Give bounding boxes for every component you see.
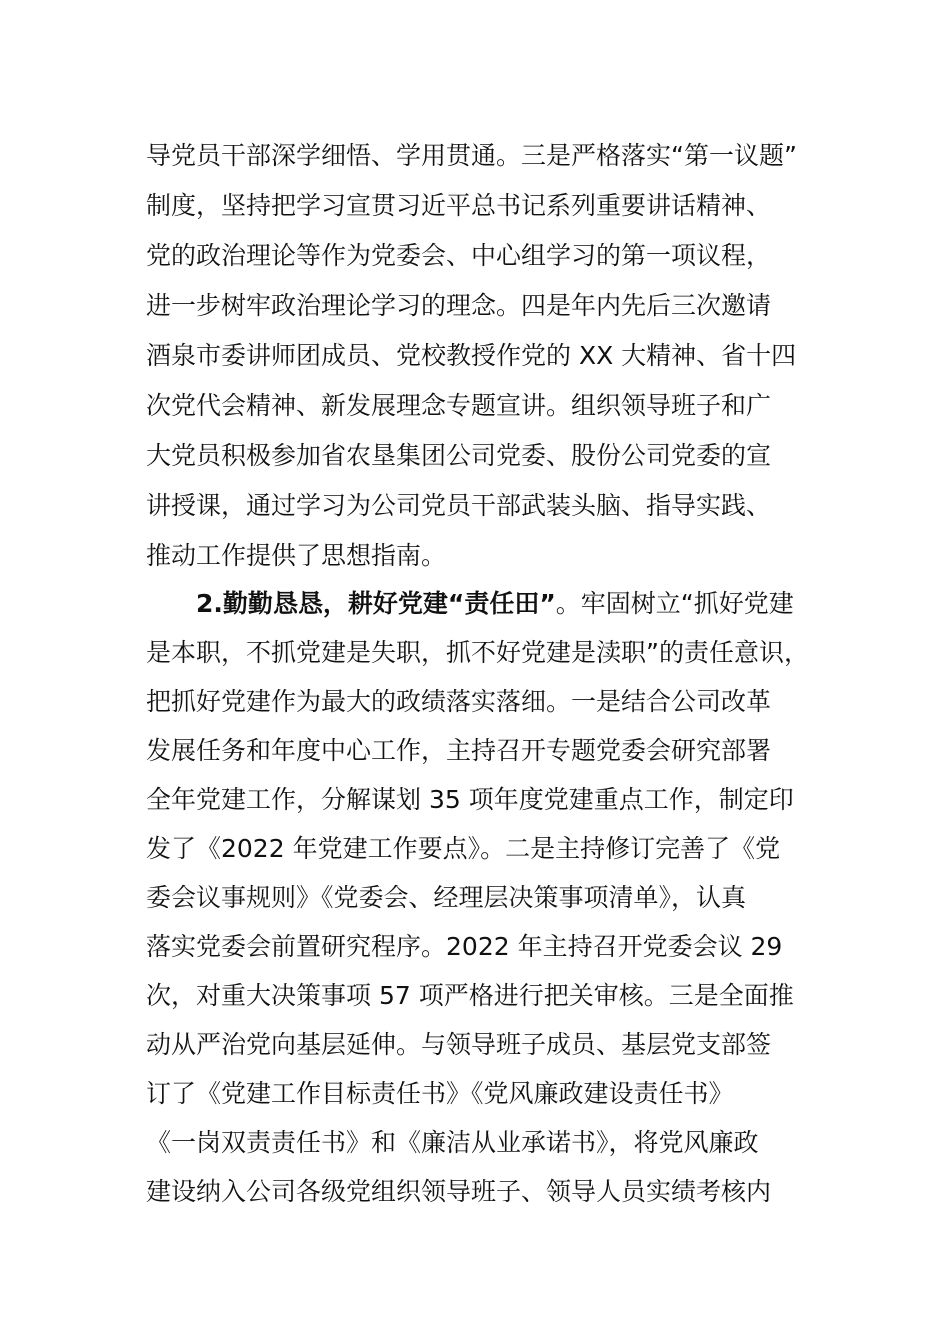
text-line: 委会议事规则》《党委会、经理层决策事项清单》，认真 [146, 883, 747, 912]
text-line: 次党代会精神、新发展理念专题宣讲。组织领导班子和广 [146, 391, 772, 420]
text-line: 订了《党建工作目标责任书》《党风廉政建设责任书》 [146, 1079, 734, 1108]
text-line: 《一岗双责责任书》和《廉洁从业承诺书》，将党风廉政 [146, 1128, 759, 1157]
text-line: 发了《2022 年党建工作要点》。二是主持修订完善了《党 [146, 834, 781, 863]
section-intro-text: 。牢固树立“抓好党建 [555, 589, 794, 618]
text-line: 次，对重大决策事项 57 项严格进行把关审核。三是全面推 [146, 981, 794, 1010]
text-line: 导党员干部深学细悟、学用贯通。三是严格落实“第一议题” [146, 141, 797, 170]
text-line: 落实党委会前置研究程序。2022 年主持召开党委会议 29 [146, 932, 783, 961]
text-line: 党的政治理论等作为党委会、中心组学习的第一项议程， [146, 241, 772, 270]
text-line: 把抓好党建作为最大的政绩落实落细。一是结合公司改革 [146, 687, 772, 716]
paragraph-first-line [196, 579, 794, 629]
text-line: 推动工作提供了思想指南。 [146, 541, 447, 570]
text-line: 讲授课，通过学习为公司党员干部武装头脑、指导实践、 [146, 491, 772, 520]
text-line: 是本职，不抓党建是失职，抓不好党建是渎职”的责任意识， [146, 638, 809, 667]
text-line: 大党员积极参加省农垦集团公司党委、股份公司党委的宣 [146, 441, 772, 470]
text-line: 建设纳入公司各级党组织领导班子、领导人员实绩考核内 [146, 1177, 772, 1206]
text-line: 进一步树牢政治理论学习的理念。四是年内先后三次邀请 [146, 291, 772, 320]
text-line: 全年党建工作，分解谋划 35 项年度党建重点工作，制定印 [146, 785, 794, 814]
text-line: 发展任务和年度中心工作，主持召开专题党委会研究部署 [146, 736, 772, 765]
text-line: 酒泉市委讲师团成员、党校教授作党的 XX 大精神、省十四 [146, 341, 797, 370]
text-line: 制度，坚持把学习宣贯习近平总书记系列重要讲话精神、 [146, 191, 772, 220]
section-heading: 2.勤勤恳恳，耕好党建“责任田” [196, 589, 556, 618]
text-line: 动从严治党向基层延伸。与领导班子成员、基层党支部签 [146, 1030, 772, 1059]
